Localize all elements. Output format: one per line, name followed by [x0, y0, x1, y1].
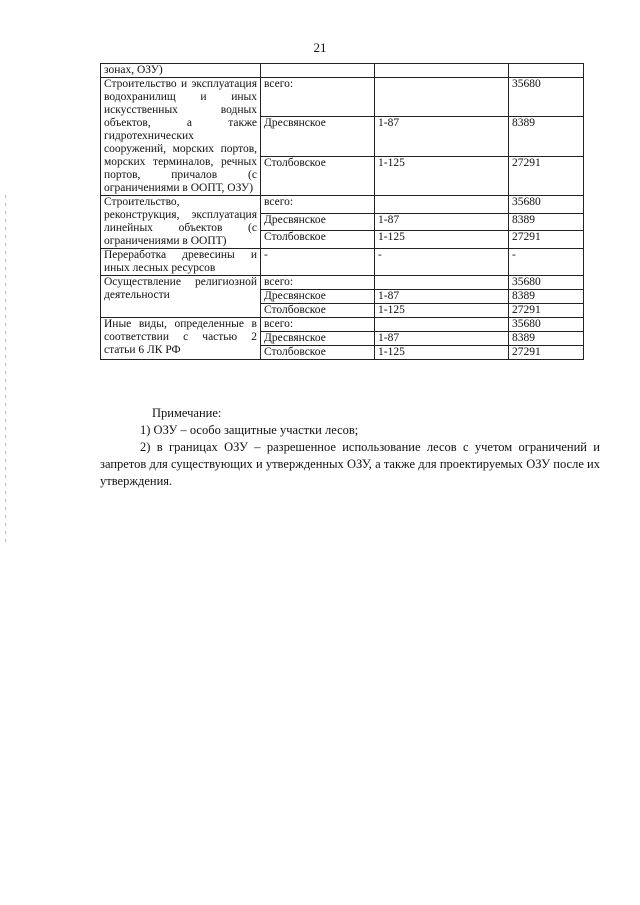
- use-type-cell: зонах, ОЗУ): [101, 64, 261, 78]
- area-cell: 27291: [509, 231, 584, 249]
- area-cell: 35680: [509, 196, 584, 214]
- notes-title: Примечание:: [152, 406, 222, 420]
- area-cell: 27291: [509, 346, 584, 360]
- area-cell: 8389: [509, 117, 584, 156]
- area-cell: 35680: [509, 318, 584, 332]
- forestry-cell: всего:: [261, 78, 375, 117]
- quarters-cell: 1-125: [375, 231, 509, 249]
- quarters-cell: [375, 318, 509, 332]
- quarters-cell: 1-87: [375, 213, 509, 231]
- note-item-1: 1) ОЗУ – особо защитные участки лесов;: [140, 423, 359, 437]
- quarters-cell: [375, 78, 509, 117]
- notes-section: [100, 405, 600, 490]
- quarters-cell: 1-125: [375, 156, 509, 195]
- quarters-cell: 1-87: [375, 290, 509, 304]
- forest-use-table: [100, 63, 584, 360]
- page-number: 21: [313, 40, 327, 55]
- table-row: [101, 196, 584, 214]
- forestry-cell: Столбовское: [261, 304, 375, 318]
- quarters-cell: 1-87: [375, 117, 509, 156]
- table-row: [101, 64, 584, 78]
- use-type-cell: Переработка древесины и иных лесных ресурсов: [101, 249, 261, 276]
- quarters-cell: 1-125: [375, 346, 509, 360]
- area-cell: -: [509, 249, 584, 276]
- area-cell: 8389: [509, 290, 584, 304]
- forestry-cell: Дресвянское: [261, 290, 375, 304]
- note-item-2: 2) в границах ОЗУ – разрешенное использование лесов с учетом ограничений и запретов для существующих и утвержденных ОЗУ, а также для проектируемых ОЗУ после их утверждения.: [100, 440, 600, 488]
- use-type-cell: Иные виды, определенные в соответствии с частью 2 статьи 6 ЛК РФ: [101, 318, 261, 360]
- table-row: [101, 318, 584, 332]
- scan-margin-line: [5, 195, 6, 545]
- table-row: [101, 249, 584, 276]
- area-cell: 27291: [509, 304, 584, 318]
- forestry-cell: всего:: [261, 196, 375, 214]
- use-type-cell: Строительство, реконструкция, эксплуатация линейных объектов (с ограничениями в ООПТ): [101, 196, 261, 249]
- quarters-cell: [375, 64, 509, 78]
- forestry-cell: Дресвянское: [261, 213, 375, 231]
- area-cell: 27291: [509, 156, 584, 195]
- forestry-cell: [261, 64, 375, 78]
- forestry-cell: Столбовское: [261, 346, 375, 360]
- forestry-cell: Столбовское: [261, 156, 375, 195]
- table-row: [101, 276, 584, 290]
- forestry-cell: всего:: [261, 318, 375, 332]
- quarters-cell: 1-87: [375, 332, 509, 346]
- use-type-cell: Строительство и эксплуатация водохранилищ и иных искусственных водных объектов, а также гидротехнических сооружений, морских портов, морских терминалов, речных портов, причалов (с ограничениями в ООПТ, ОЗУ): [101, 78, 261, 196]
- area-cell: 8389: [509, 213, 584, 231]
- quarters-cell: 1-125: [375, 304, 509, 318]
- quarters-cell: [375, 276, 509, 290]
- area-cell: 35680: [509, 78, 584, 117]
- area-cell: 8389: [509, 332, 584, 346]
- forestry-cell: Столбовское: [261, 231, 375, 249]
- quarters-cell: [375, 196, 509, 214]
- forestry-cell: -: [261, 249, 375, 276]
- table-row: [101, 78, 584, 117]
- area-cell: 35680: [509, 276, 584, 290]
- forestry-cell: всего:: [261, 276, 375, 290]
- quarters-cell: -: [375, 249, 509, 276]
- use-type-cell: Осуществление религиозной деятельности: [101, 276, 261, 318]
- forestry-cell: Дресвянское: [261, 332, 375, 346]
- forestry-cell: Дресвянское: [261, 117, 375, 156]
- area-cell: [509, 64, 584, 78]
